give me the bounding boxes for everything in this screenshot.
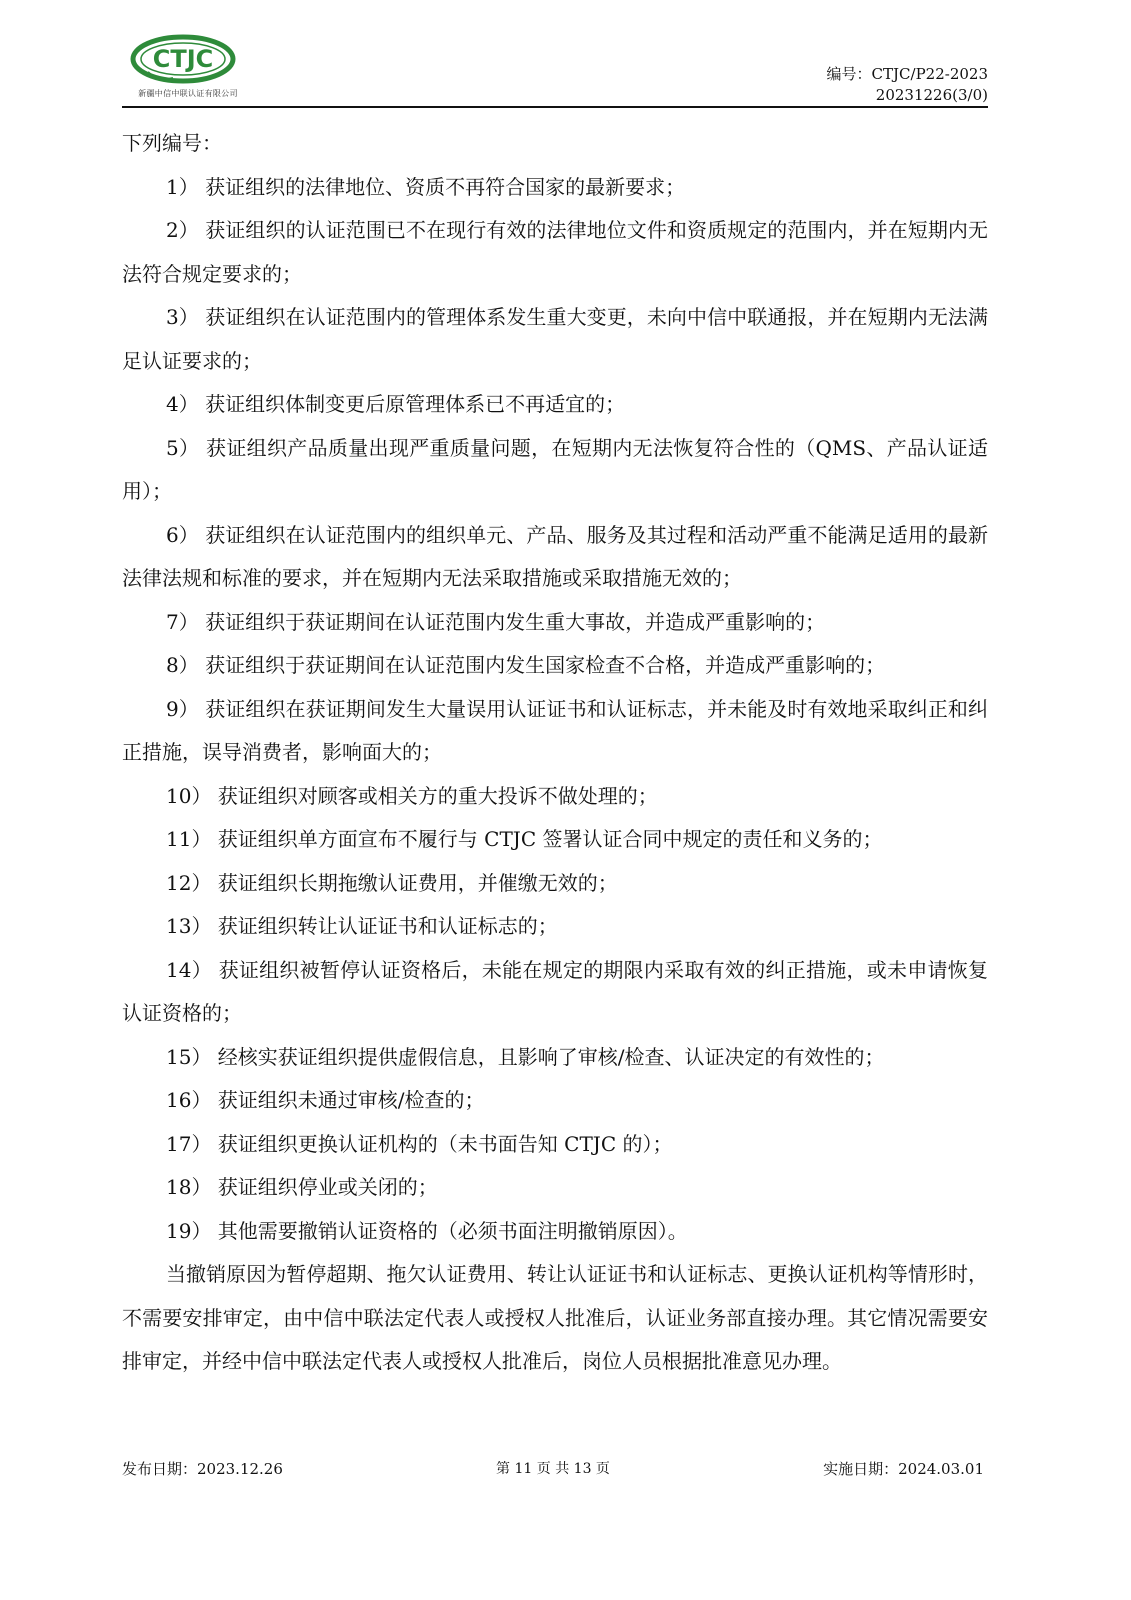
list-item: 6） 获证组织在认证范围内的组织单元、产品、服务及其过程和活动严重不能满足适用的最新法律法规和标准的要求，并在短期内无法采取措施或采取措施无效的； — [122, 522, 988, 590]
list-item: 2） 获证组织的认证范围已不在现行有效的法律地位文件和资质规定的范围内，并在短期内无法符合规定要求的； — [122, 218, 988, 286]
list-item: 16） 获证组织未通过审核/检查的； — [166, 1088, 485, 1112]
list-item: 13） 获证组织转让认证证书和认证标志的； — [166, 914, 558, 938]
logo-text: CTJC — [152, 45, 214, 73]
document-version: 20231226(3/0) — [875, 86, 988, 104]
company-logo — [128, 32, 238, 104]
list-item: 15） 经核实获证组织提供虚假信息，且影响了审核/检查、认证决定的有效性的； — [166, 1044, 885, 1069]
page-number: 第 11 页 共 13 页 — [496, 1461, 610, 1477]
lead-paragraph: 下列编号： — [122, 131, 222, 155]
effective-date: 实施日期：2024.03.01 — [823, 1460, 984, 1478]
header-divider — [122, 106, 988, 108]
list-item: 9） 获证组织在获证期间发生大量误用认证证书和认证标志，并未能及时有效地采取纠正和纠正措施，误导消费者，影响面大的； — [122, 696, 988, 764]
logo-emblem-icon — [128, 32, 238, 88]
list-item: 11） 获证组织单方面宣布不履行与 CTJC 签署认证合同中规定的责任和义务的； — [166, 827, 883, 851]
page-header — [122, 30, 988, 108]
closing-paragraph: 当撤销原因为暂停超期、拖欠认证费用、转让认证证书和认证标志、更换认证机构等情形时，不需要安排审定，由中信中联法定代表人或授权人批准后，认证业务部直接办理。其它情况需要安排审定，并经中信中联法定代表人或授权人批准后，岗位人员根据批准意见办理。 — [122, 1262, 988, 1373]
page-footer — [122, 1458, 984, 1482]
document-body — [122, 122, 988, 1384]
list-item: 4） 获证组织体制变更后原管理体系已不再适宜的； — [166, 392, 626, 416]
list-item: 7） 获证组织于获证期间在认证范围内发生重大事故，并造成严重影响的； — [166, 609, 826, 634]
list-item: 10） 获证组织对顾客或相关方的重大投诉不做处理的； — [166, 783, 658, 808]
document-meta — [827, 64, 988, 106]
publish-date: 发布日期：2023.12.26 — [122, 1460, 283, 1478]
list-item: 17） 获证组织更换认证机构的（未书面告知 CTJC 的）； — [166, 1131, 673, 1156]
list-item: 1） 获证组织的法律地位、资质不再符合国家的最新要求； — [166, 174, 686, 199]
list-item: 12） 获证组织长期拖缴认证费用，并催缴无效的； — [166, 870, 618, 895]
document-number: 编号：CTJC/P22-2023 — [826, 65, 988, 83]
list-item: 5） 获证组织产品质量出现严重质量问题，在短期内无法恢复符合性的（QMS、产品认证适用）； — [122, 435, 988, 503]
list-item: 14） 获证组织被暂停认证资格后，未能在规定的期限内采取有效的纠正措施，或未申请恢复认证资格的； — [122, 957, 988, 1025]
list-item: 19） 其他需要撤销认证资格的（必须书面注明撤销原因）。 — [166, 1218, 688, 1243]
list-item: 8） 获证组织于获证期间在认证范围内发生国家检查不合格，并造成严重影响的； — [166, 653, 886, 677]
list-item: 3） 获证组织在认证范围内的管理体系发生重大变更，未向中信中联通报，并在短期内无法满足认证要求的； — [122, 305, 988, 373]
list-item: 18） 获证组织停业或关闭的； — [166, 1175, 438, 1199]
logo-caption: 新疆中信中联认证有限公司 — [138, 89, 238, 98]
